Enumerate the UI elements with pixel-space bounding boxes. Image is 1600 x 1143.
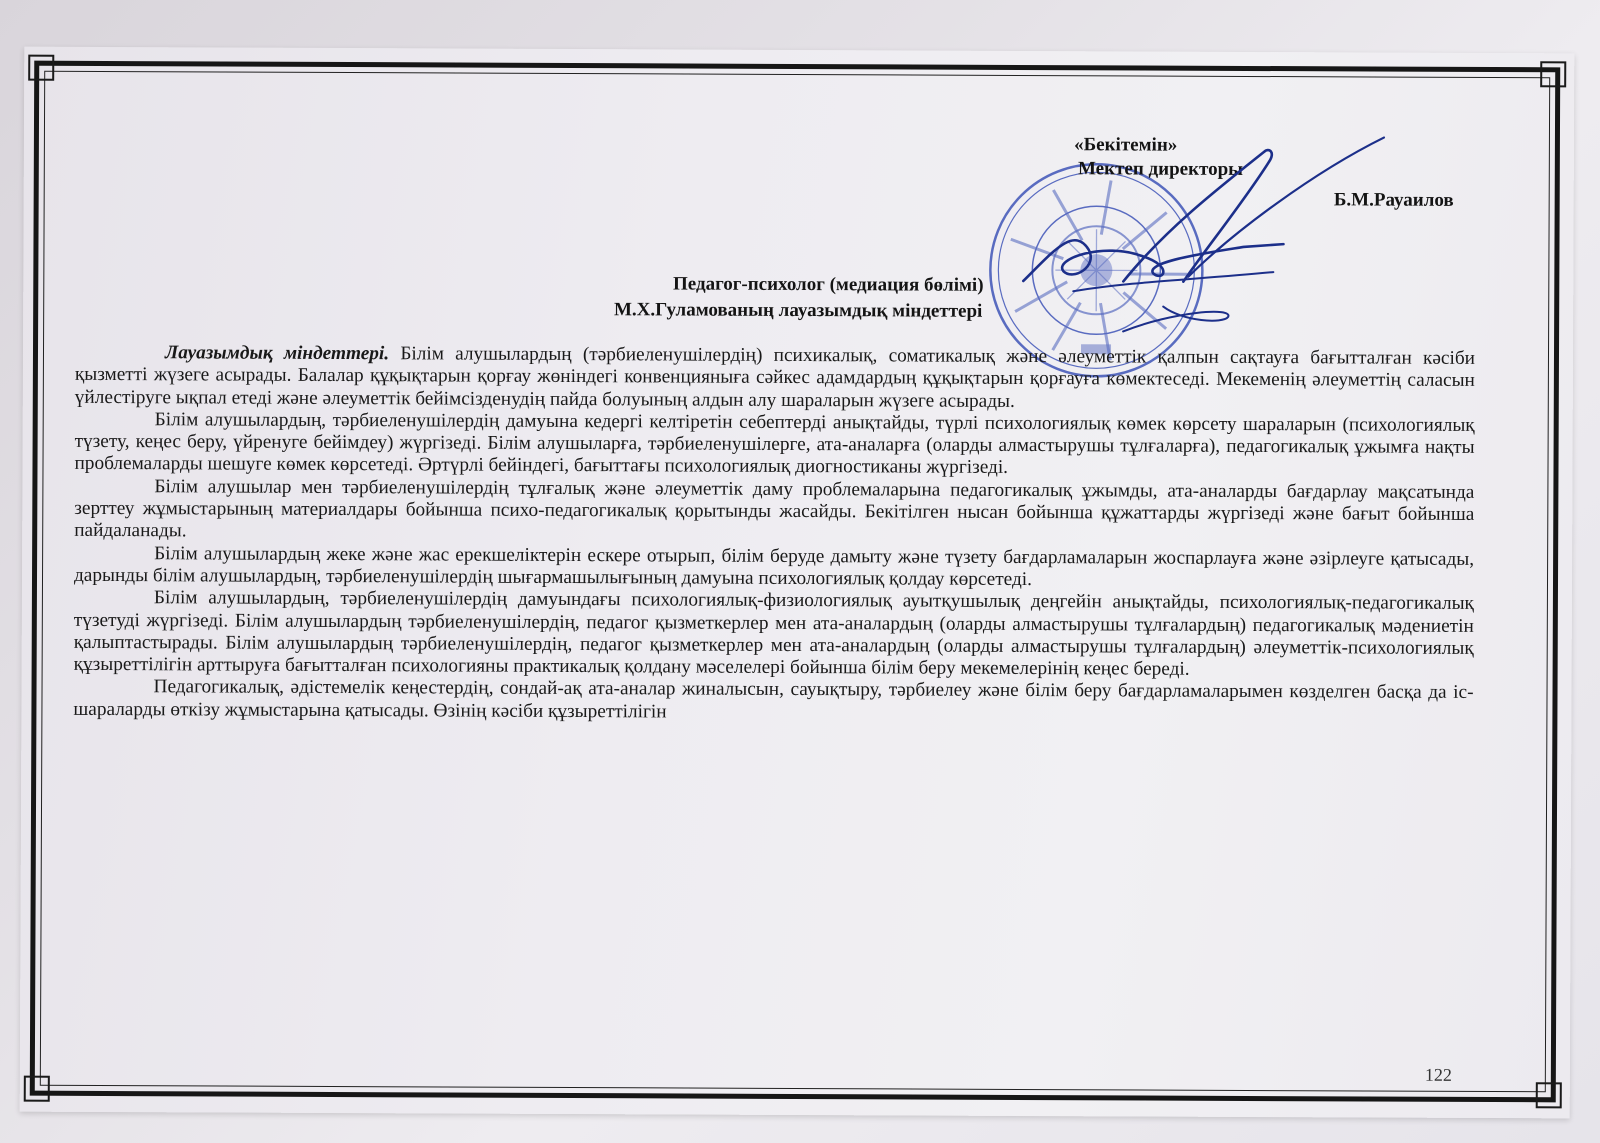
- document-page: [20, 47, 1575, 1119]
- section-lead: Лауазымдық міндеттері.: [164, 342, 390, 365]
- approver-position: Мектеп директоры: [1077, 158, 1244, 180]
- paragraph-1-text: Білім алушылардың (тәрбиеленушілердің) психикалық, соматикалық және әлеуметтік қалпын сақтауға бағытталған кәсіби қызметті жүзеге асырады. Балалар құқықтарын қорғау жөніндегі конвенцияныға сәйкес адамдардың құқықтарын қорғауға көмектеседі. Мекеменің әлеуметтің саласын үйлестіруге ықпал етеді және әлеуметтік бейімсізденудің пайда болуының алдын алу шараларын жүзеге асырады.: [74, 343, 1476, 412]
- document-body: [73, 342, 1475, 727]
- paragraph-4: Білім алушылардың жеке және жас ерекшеліктерін ескере отырып, білім беруде дамыту және түзету бағдарламаларын жоспарлауға және әзірлеуге қатысады, дарынды білім алушылардың, тәрбиеленушілердің шығармашылығының дамуына психологиялық қолдау көрсетеді.: [73, 542, 1475, 590]
- border-corner-bottom-left: [24, 1076, 50, 1102]
- approver-name: Б.М.Рауаилов: [1333, 189, 1454, 211]
- paragraph-2: Білім алушылардың, тәрбиеленушілердің дамуына кедергі келтіретін себептерді анықтайды, түрлі психологиялық көмек көрсету шараларын (психологиялық түзету, кеңес беру, үйренуге бейімдеу) жүргізеді. Білім алушыларға, тәрбиеленушілерге, ата-аналарға (оларды алмастырушы тұлғаларға), педагогикалық ұжымға нақты проблемаларды шешуге көмек көрсетеді. Әртүрлі бейіндегі, бағыттағы психологиялық диогностиканы жүргізеді.: [74, 409, 1475, 479]
- paragraph-1: [75, 342, 1475, 415]
- title-line-2: М.Х.Гуламованың лауазымдық міндеттері: [613, 299, 983, 322]
- paragraph-6: Педагогикалық, әдістемелік кеңестердің, сондай-ақ ата-аналар жиналысын, сауықтыру, тәрбиелеу және білім беру бағдарламаларымен көзделген басқа да іс-шараларды өткізу жұмыстарына қатысады. Өзінің кәсіби құзыреттілігін: [73, 676, 1474, 723]
- approval-label: «Бекітемін»: [1074, 134, 1178, 156]
- page-number: 122: [1424, 1064, 1452, 1085]
- border-corner-bottom-right: [1536, 1082, 1562, 1108]
- border-corner-top-left: [28, 55, 54, 81]
- paragraph-5: Білім алушылардың, тәрбиеленушілердің дамуындағы психологиялық-физиологиялық ауытқушылық деңгейін анықтайды, психологиялық-педагогикалық түзетуді жүргізеді. Білім алушылардың тәрбиеленушілердің, педагог қызметкерлер мен ата-аналардың (оларды алмастырушы тұлғалардың) педагогикалық мәдениетін қалыптастырады. Білім алушылардың тәрбиеленушілердің, педагог қызметкерлер мен ата-аналардың (оларды алмастырушы тұлғалардың) әлеуметтік-психологиялық құзыреттілігін арттыруға бағытталған психологияны практикалық қолдану мәселелері бойынша білім беру мекемелерінің кеңес береді.: [73, 587, 1474, 680]
- title-line-1: Педагог-психолог (медиация бөлімі): [673, 273, 984, 296]
- director-signature-icon: [1013, 131, 1394, 343]
- paragraph-3: Білім алушылар мен тәрбиеленушілердің тұлғалық және әлеуметтік даму проблемаларына педагогикалық ұжымды, ата-аналарды бағдарлау мақсатында зерттеу жұмыстарының материалдары бойынша психо-педагогикалық қорытынды жасайды. Бекітілген нысан бойынша құжаттарды жүргізеді және бағыт бойынша пайдаланады.: [74, 475, 1475, 542]
- border-corner-top-right: [1540, 61, 1566, 87]
